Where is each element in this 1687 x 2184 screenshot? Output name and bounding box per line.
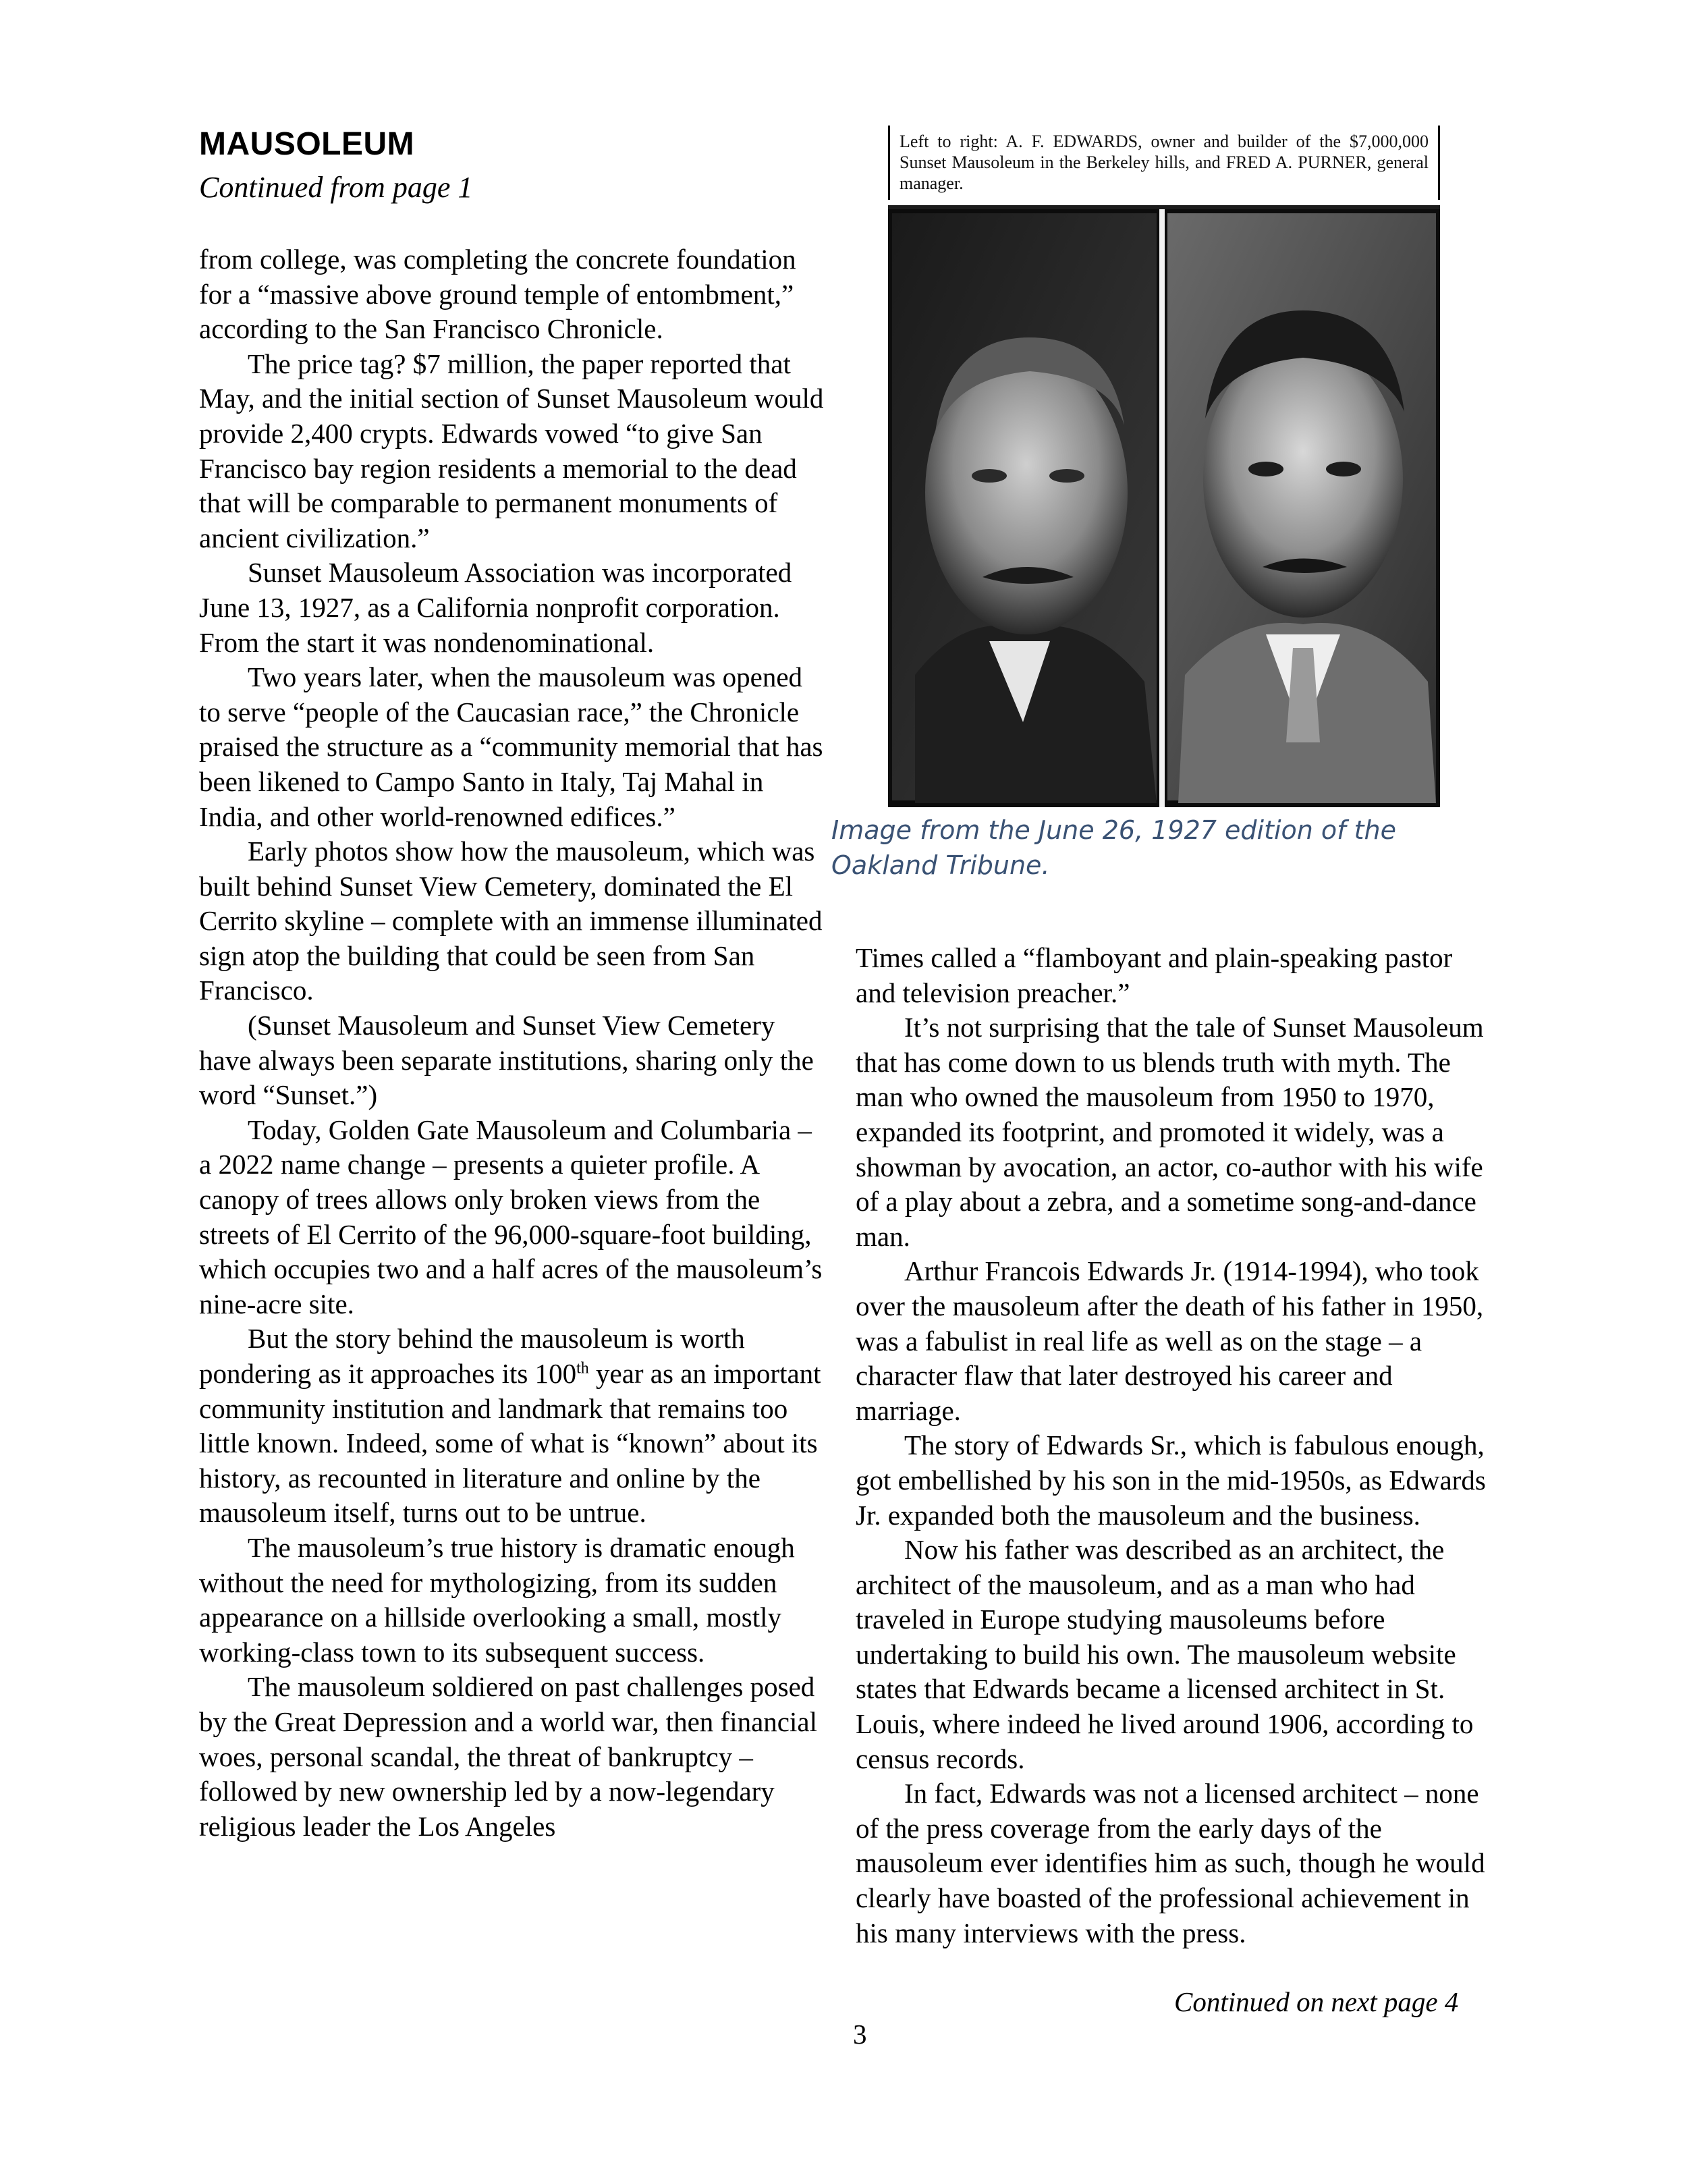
paragraph-text: But the story behind the mausoleum is worth pondering as it approaches its 100 xyxy=(199,1323,745,1389)
paragraph: Now his father was described as an architect, the architect of the mausoleum, and as a man who had traveled in Europe studying mausoleums before undertaking to build his own. The mausoleum website states that Edwards became a licensed architect in St. Louis, where indeed he lived around 1906, according to census records. xyxy=(856,1534,1474,1774)
paragraph xyxy=(199,1321,827,1531)
portrait-photo-graphic xyxy=(888,209,1440,807)
paragraph: Sunset Mausoleum Association was incorporated June 13, 1927, as a California nonprofit corporation. From the start it was nondenominational. xyxy=(199,557,792,658)
paragraph: Times called a “flamboyant and plain-speaking pastor and television preacher.” xyxy=(856,942,1453,1008)
paragraph: Early photos show how the mausoleum, which was built behind Sunset View Cemetery, dominated the El Cerrito skyline – complete with an immense illuminated sign atop the building that could be seen from San Francisco. xyxy=(199,836,823,1006)
right-portrait-eye xyxy=(1326,462,1361,476)
right-portrait-face xyxy=(1203,341,1403,618)
paragraph: It’s not surprising that the tale of Sunset Mausoleum that has come down to us blends truth with myth. The man who owned the mausoleum from 1950 to 1970, expanded its footprint, and promoted it widely, was a showman by avocation, an actor, co-author with his wife of a play about a zebra, and a sometime song-and-dance man. xyxy=(856,1012,1484,1252)
paragraph: Arthur Francois Edwards Jr. (1914-1994), who took over the mausoleum after the death of his father in 1950, was a fabulist in real life as well as on the stage – a character flaw that later destroyed his career and marriage. xyxy=(856,1255,1484,1426)
ordinal-suffix: th xyxy=(576,1359,589,1377)
photo-caption: Image from the June 26, 1927 edition of the Oakland Tribune. xyxy=(831,815,1397,880)
right-portrait-eye xyxy=(1248,462,1283,476)
paragraph: The mausoleum’s true history is dramatic enough without the need for mythologizing, from its sudden appearance on a hillside overlooking a small, mostly working-class town to its subsequent success. xyxy=(199,1531,795,1668)
newspaper-caption: Left to right: A. F. EDWARDS, owner and builder of the $7,000,000 Sunset Mausoleum in the Berkeley hills, and FRED A. PURNER, general manager. xyxy=(888,126,1440,200)
portrait-photo xyxy=(888,205,1440,807)
page-number: 3 xyxy=(853,2019,867,2050)
paragraph: In fact, Edwards was not a licensed architect – none of the press coverage from the early days of the mausoleum ever identifies him as such, though he would clearly have boasted of the professional achievement in his many interviews with the press. xyxy=(856,1778,1485,1948)
left-text-column xyxy=(199,242,827,1844)
continued-next-note[interactable]: Continued on next page 4 xyxy=(1174,1986,1459,2017)
right-text-column xyxy=(856,941,1497,1950)
paragraph: (Sunset Mausoleum and Sunset View Cemetery have always been separate institutions, sharing only the word “Sunset.”) xyxy=(199,1010,814,1111)
left-portrait-eye xyxy=(972,469,1007,483)
paragraph: The price tag? $7 million, the paper reported that May, and the initial section of Sunset Mausoleum would provide 2,400 crypts. Edwards vowed “to give San Francisco bay region residents a memorial to the dead that will be comparable to permanent monuments of ancient civilization.” xyxy=(199,348,824,553)
paragraph: Today, Golden Gate Mausoleum and Columbaria – a 2022 name change – presents a quieter profile. A canopy of trees allows only broken views from the streets of El Cerrito of the 96,000-square-foot building, which occupies two and a half acres of the mausoleum’s nine-acre site. xyxy=(199,1114,823,1319)
article-heading: MAUSOLEUM xyxy=(199,126,415,162)
paragraph: from college, was completing the concrete foundation for a “massive above ground temple of entombment,” according to the San Francisco Chronicle. xyxy=(199,244,796,345)
left-portrait-eye xyxy=(1049,469,1084,483)
continued-from-note: Continued from page 1 xyxy=(199,171,473,204)
photo-divider xyxy=(1159,209,1165,807)
paragraph: The mausoleum soldiered on past challenges posed by the Great Depression and a world war, then financial woes, personal scandal, the threat of bankruptcy – followed by new ownership led by a now-legendary religious leader the Los Angeles xyxy=(199,1671,817,1842)
paragraph: Two years later, when the mausoleum was opened to serve “people of the Caucasian race,” the Chronicle praised the structure as a “community memorial that has been likened to Campo Santo in Italy, Taj Mahal in India, and other world-renowned edifices.” xyxy=(199,661,823,832)
newspaper-clipping-figure xyxy=(888,126,1440,807)
paragraph-text: year as an important community institution and landmark that remains too little known. Indeed, some of what is “known” about its history, as recounted in literature and online by the mausoleum itself, turns out to be untrue. xyxy=(199,1358,821,1529)
paragraph: The story of Edwards Sr., which is fabulous enough, got embellished by his son in the mid-1950s, as Edwards Jr. expanded both the mausoleum and the business. xyxy=(856,1429,1486,1531)
